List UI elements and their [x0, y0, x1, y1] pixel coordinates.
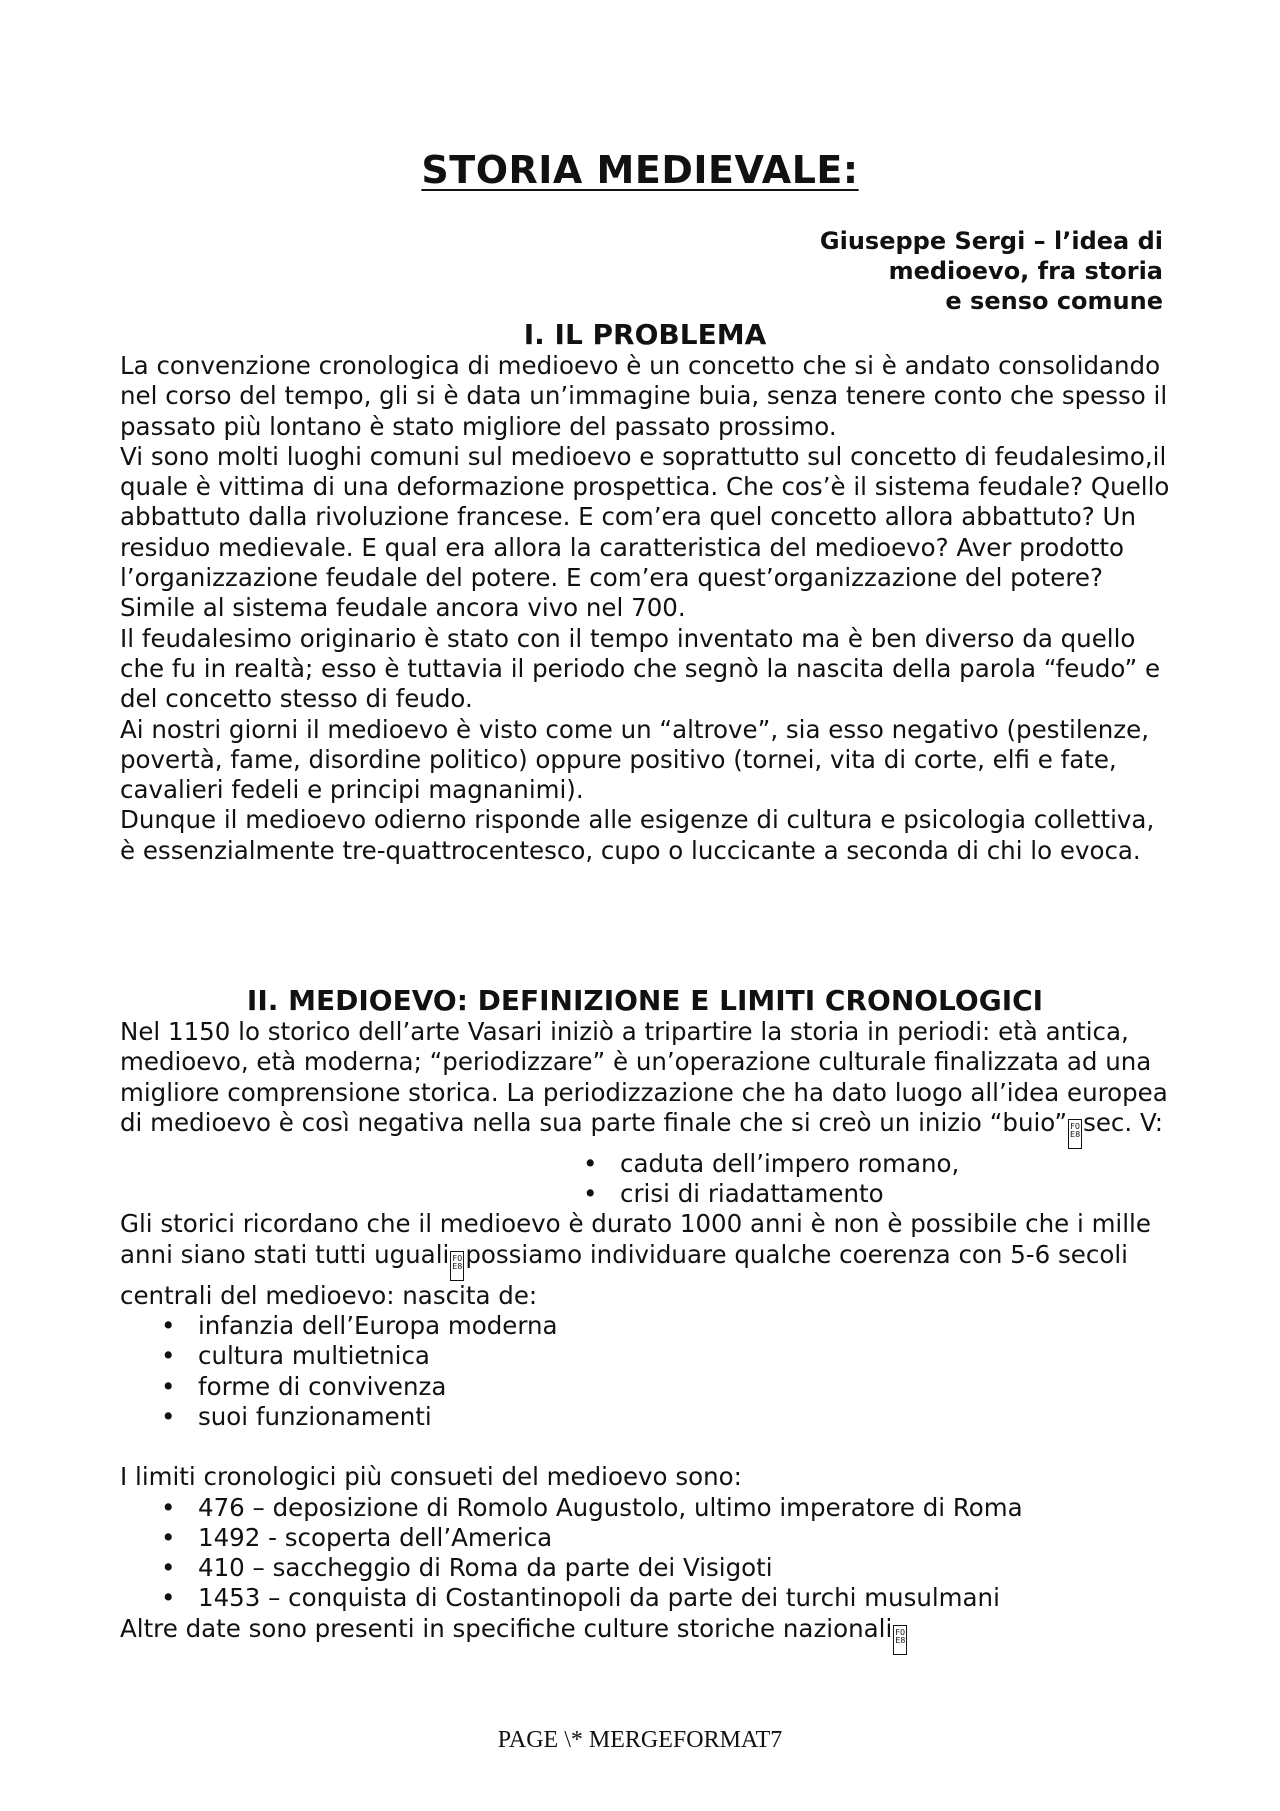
paragraph [120, 1614, 1170, 1655]
paragraph: Dunque il medioevo odierno risponde alle esigenze di cultura e psicologia collettiva, è essenzialmente tre-quattrocentesco, cupo o luccicante a seconda di chi lo evoca. [120, 805, 1155, 865]
author-line: medioevo, fra storia [888, 257, 1163, 285]
missing-glyph-icon: F0 E8 [1068, 1119, 1082, 1149]
section-1 [120, 319, 1170, 866]
list-item: • cultura multietnica [198, 1341, 1170, 1371]
list-item: • suoi funzionamenti [198, 1402, 1170, 1432]
list-item: • forme di convivenza [198, 1372, 1170, 1402]
list-item: • crisi di riadattamento [620, 1179, 1170, 1209]
paragraph: I limiti cronologici più consueti del medioevo sono: [120, 1462, 742, 1492]
author-line: Giuseppe Sergi – l’idea di [819, 227, 1163, 255]
paragraph: Vi sono molti luoghi comuni sul medioevo e soprattutto sul concetto di feudalesimo,il quale è vittima di una deformazione prospettica. Che cos’è il sistema feudale? Quello abbattuto dalla rivoluzione francese. E com’era quel concetto allora abbattuto? Un residuo medievale. E qual era allora la caratteristica del medioevo? Aver prodotto l’organizzazione feudale del potere. E com’era quest’organizzazione del potere? Simile al sistema feudale ancora vivo nel 700. [120, 441, 1170, 623]
paragraph-text: Nel 1150 lo storico dell’arte Vasari iniziò a tripartire la storia in periodi: età antica, medioevo, età moderna; “periodizzare” è un’operazione culturale finalizzata ad una migliore comprensione storica. La periodizzazione che ha dato luogo all’idea europea di medioevo è così negativa nella sua parte finale che si creò un inizio “buio” [120, 1017, 1168, 1137]
paragraph-text: possiamo individuare qualche coerenza con 5-6 secoli centrali del medioevo: nascita de: [120, 1239, 1128, 1310]
paragraph-text: sec. V: [1083, 1107, 1163, 1137]
author-attribution [743, 226, 1163, 316]
paragraph-text: Altre date sono presenti in specifiche culture storiche nazionali [120, 1613, 893, 1643]
paragraph: Ai nostri giorni il medioevo è visto come un “altrove”, sia esso negativo (pestilenze, povertà, fame, disordine politico) oppure positivo (tornei, vita di corte, elfi e fate, cavalieri fedeli e principi magnanimi). [120, 714, 1149, 805]
missing-glyph-icon: F0 E8 [893, 1625, 907, 1655]
list-item: • 476 – deposizione di Romolo Augustolo, ultimo imperatore di Roma [198, 1493, 1170, 1523]
document-title: STORIA MEDIEVALE: [421, 148, 859, 192]
list-item: • 1453 – conquista di Costantinopoli da parte dei turchi musulmani [198, 1583, 1170, 1613]
section-2-heading: II. MEDIOEVO: DEFINIZIONE E LIMITI CRONOLOGICI [246, 984, 1044, 1017]
bullet-list [120, 1493, 1170, 1614]
paragraph: Il feudalesimo originario è stato con il tempo inventato ma è ben diverso da quello che fu in realtà; esso è tuttavia il periodo che segnò la nascita della parola “feudo” e del concetto stesso di feudo. [120, 623, 1161, 714]
list-item: • infanzia dell’Europa moderna [198, 1311, 1170, 1341]
bullet-list [120, 1311, 1170, 1432]
section-2 [120, 985, 1170, 1655]
list-item: • 1492 - scoperta dell’America [198, 1523, 1170, 1553]
paragraph-text: Gli storici ricordano che il medioevo è durato 1000 anni è non è possibile che i mille anni siano stati tutti uguali [120, 1209, 1151, 1269]
page-footer: PAGE \* MERGEFORMAT7 [497, 1727, 783, 1753]
bullet-list [120, 1149, 1170, 1210]
list-item: • caduta dell’impero romano, [620, 1149, 1170, 1179]
author-line: e senso comune [945, 287, 1163, 315]
paragraph: La convenzione cronologica di medioevo è un concetto che si è andato consolidando nel corso del tempo, gli si è data un’immagine buia, senza tenere conto che spesso il passato più lontano è stato migliore del passato prossimo. [120, 351, 1168, 441]
section-1-heading: I. IL PROBLEMA [523, 318, 767, 351]
missing-glyph-icon: F0 E8 [450, 1251, 464, 1281]
list-item: • 410 – saccheggio di Roma da parte dei Visigoti [198, 1553, 1170, 1583]
paragraph [120, 1209, 1170, 1311]
paragraph [120, 1017, 1170, 1149]
